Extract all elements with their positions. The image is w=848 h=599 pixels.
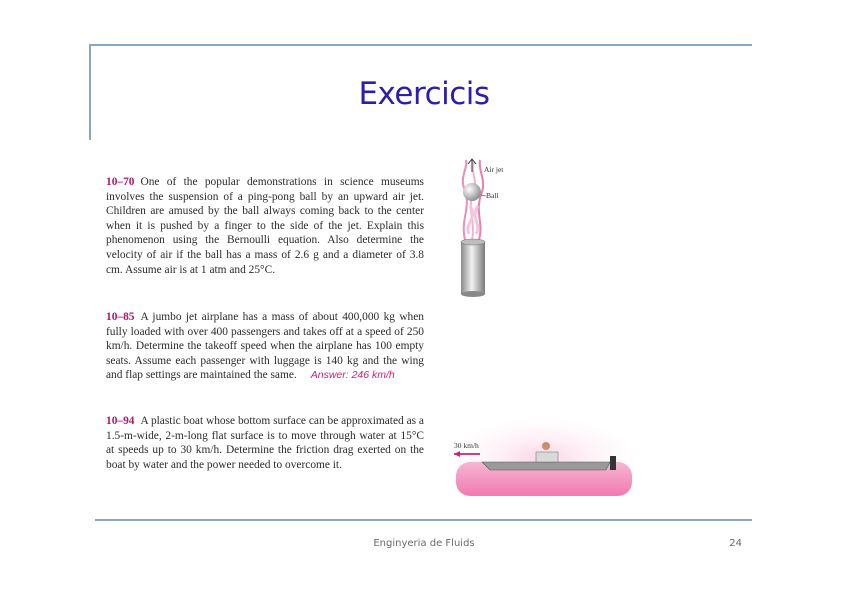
speed-label: 30 km/h — [454, 441, 479, 450]
problem-number: 10–85 — [106, 311, 135, 323]
jet-tube — [461, 242, 485, 294]
frame-top-rule — [89, 44, 752, 46]
ball-label: Ball — [486, 191, 499, 200]
problem-number: 10–70 — [106, 176, 135, 188]
boat-figure — [450, 418, 636, 500]
air-jet-label: Air jet — [484, 165, 504, 174]
slide-title: Exercicis — [358, 76, 490, 112]
outboard-motor — [610, 456, 616, 470]
problem-text: A plastic boat whose bottom surface can be approximated as a 1.5-m-wide, 2-m-long flat surface is to move through water at 15°C at speeds up to 30 km/h. Determine the friction drag exerted on the boat by water and the power needed to overcome it. — [106, 415, 424, 471]
problem-number: 10–94 — [106, 415, 135, 427]
problem-10-70 — [106, 175, 424, 277]
problem-10-85 — [106, 310, 424, 383]
problem-text: One of the popular demonstrations in science museums involves the suspension of a ping-pong ball by an upward air jet. Children are amused by the ball always coming back to the center when it is pushed by a finger to the side of the jet. Explain this phenomenon using the Bernoulli equation. Also determine the velocity of air if the ball has a mass of 2.6 g and a diameter of 3.8 cm. Assume air is at 1 atm and 25°C. — [106, 176, 424, 276]
footer-title: Enginyeria de Fluids — [373, 538, 475, 549]
problem-answer: Answer: 246 km/h — [310, 369, 395, 382]
problem-text: A jumbo jet airplane has a mass of about 400,000 kg when fully loaded with over 400 passengers and takes off at a speed of 250 km/h. Determine the takeoff speed when the airplane has 100 empty seats. Assume each passenger with luggage is 140 kg and the wing and flap settings are maintained the same. — [106, 311, 424, 382]
problem-10-94 — [106, 414, 424, 472]
arrow-icon — [468, 159, 476, 172]
frame-bottom-rule — [95, 519, 752, 521]
page-number: 24 — [729, 538, 742, 549]
ping-pong-ball — [463, 183, 481, 201]
air-jet-figure — [452, 158, 514, 298]
boat-hull — [482, 462, 610, 470]
